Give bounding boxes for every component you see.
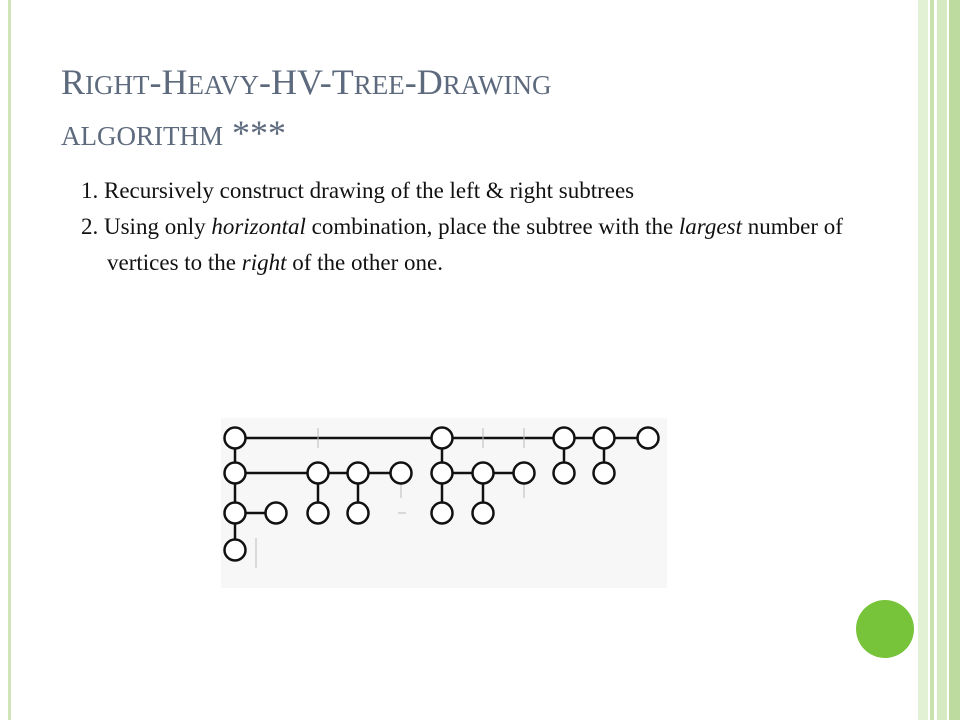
title-line-1: RIGHT-HEAVY-HV-TREE-DRAWING: [61, 62, 552, 102]
emphasis-largest: largest: [678, 214, 742, 239]
slide-body: [81, 173, 861, 281]
right-stripe-decoration: [949, 0, 960, 720]
hv-tree-diagram: [221, 418, 667, 588]
left-border-decoration: [8, 0, 11, 720]
emphasis-right: right: [241, 250, 287, 275]
right-stripe-decoration: [937, 0, 947, 720]
step-1-text: 1. Recursively construct drawing of the left & right subtrees: [81, 178, 635, 203]
hv-tree-drawing-figure: [221, 418, 667, 588]
slide-title: [61, 58, 861, 160]
emphasis-horizontal: horizontal: [211, 214, 306, 239]
right-stripe-decoration: [918, 0, 928, 720]
green-accent-circle: [856, 600, 914, 658]
title-line-2: ALGORITHM ***: [61, 113, 286, 153]
right-stripe-decoration: [930, 0, 934, 720]
step-2-text: 2. Using only horizontal combination, place the subtree with the largest number of vertices to the right of the other one.: [81, 214, 843, 275]
